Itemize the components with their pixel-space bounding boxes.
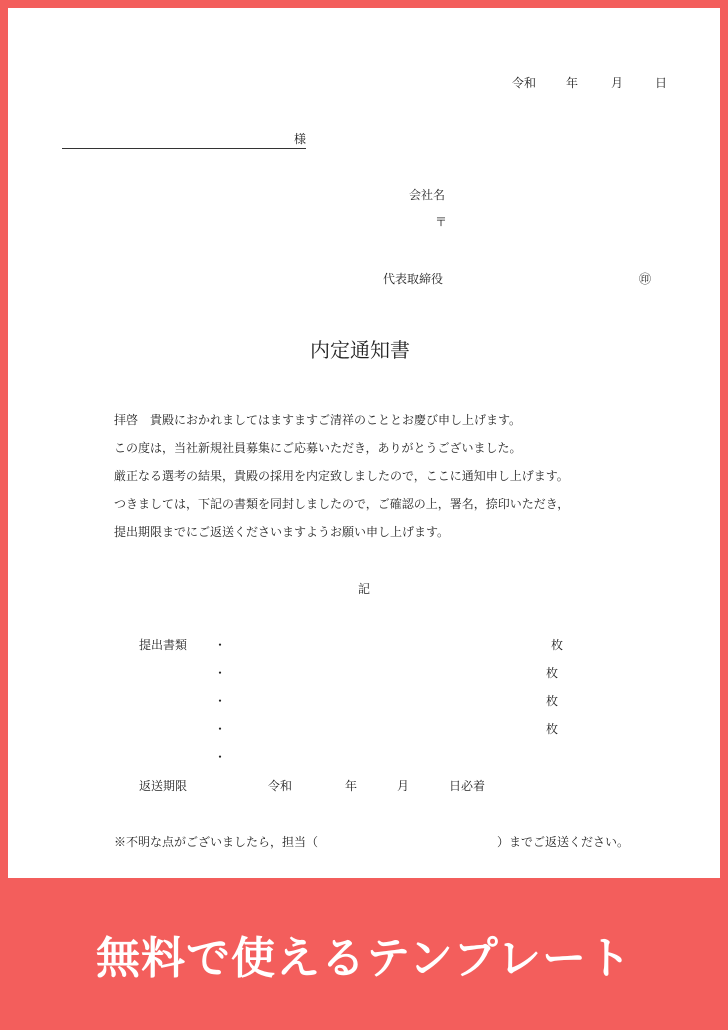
document-bullet: ・ (214, 666, 227, 680)
note-prefix: ※不明な点がございましたら，担当（ (114, 835, 319, 849)
recipient-line (62, 148, 306, 149)
promo-banner (0, 878, 728, 1030)
body-line: 厳正なる選考の結果，貴殿の採用を内定致しましたので，ここに通知申し上げます。 (114, 469, 569, 483)
deadline-month: 月 (397, 779, 410, 793)
document-unit: 枚 (551, 638, 564, 652)
date-day: 日 (655, 76, 668, 90)
body-line: 拝啓 貴殿におかれましてはますますご清祥のこととお慶び申し上げます。 (114, 413, 522, 427)
deadline-suffix: 日必着 (449, 779, 486, 793)
document-unit: 枚 (546, 722, 559, 736)
body-line: つきましては，下記の書類を同封しましたので，ご確認の上，署名，捺印いただき， (114, 497, 570, 511)
date-month: 月 (611, 76, 624, 90)
recipient-suffix: 様 (294, 132, 307, 146)
document-unit: 枚 (546, 694, 559, 708)
body-line: この度は，当社新規社員募集にご応募いただき，ありがとうございました。 (114, 441, 522, 455)
deadline-year: 年 (345, 779, 358, 793)
document-bullet: ・ (214, 722, 227, 736)
note-suffix: ）までご返送ください。 (497, 835, 630, 849)
document-title: 内定通知書 (310, 338, 410, 362)
seal-mark: ㊞ (639, 272, 652, 286)
document-bullet: ・ (214, 638, 227, 652)
deadline-era: 令和 (268, 779, 293, 793)
representative-label: 代表取締役 (383, 272, 444, 286)
postal-mark: 〒 (435, 215, 448, 229)
banner-text: 無料で使えるテンプレート (95, 933, 633, 984)
documents-label: 提出書類 (139, 638, 188, 652)
body-line: 提出期限までにご返送くださいますようお願い申し上げます。 (114, 525, 450, 539)
date-era: 令和 (512, 76, 537, 90)
company-label: 会社名 (409, 188, 446, 202)
document-unit: 枚 (546, 666, 559, 680)
deadline-label: 返送期限 (139, 779, 188, 793)
date-year: 年 (566, 76, 579, 90)
ki-heading: 記 (358, 582, 371, 596)
document-bullet: ・ (214, 694, 227, 708)
document-bullet: ・ (214, 750, 227, 764)
